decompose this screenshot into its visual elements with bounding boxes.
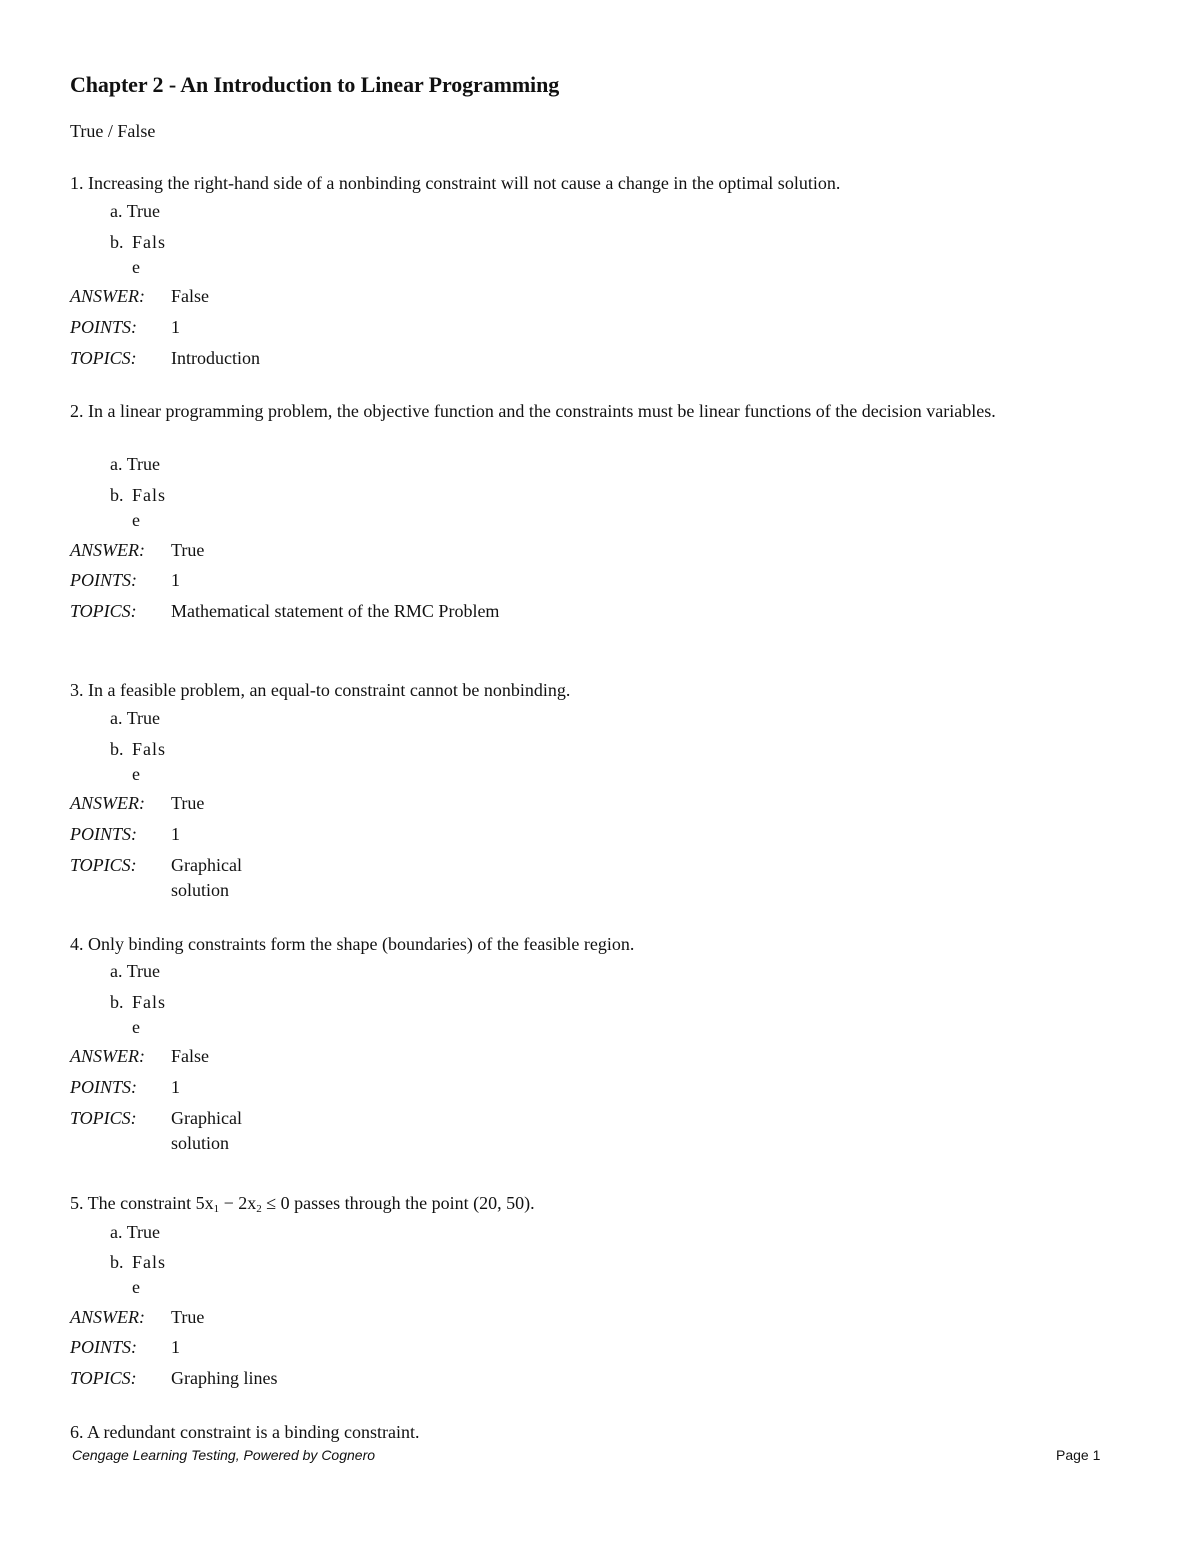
question-5-option-a[interactable]: [110, 1220, 160, 1244]
question-4-option-b[interactable]: [110, 990, 170, 1040]
topics-label: TOPICS:: [70, 855, 137, 875]
option-a-text: True: [126, 201, 161, 221]
question-1-option-a[interactable]: [110, 199, 160, 223]
footer-publisher: Cengage Learning Testing, Powered by Cognero: [72, 1447, 376, 1463]
answer-label: ANSWER:: [70, 540, 145, 560]
question-3-answer: True: [171, 793, 205, 813]
topics-label: TOPICS:: [70, 1368, 137, 1388]
page-title: Chapter 2 - An Introduction to Linear Programming: [70, 72, 560, 97]
option-a-letter: a.: [110, 1222, 123, 1242]
option-b-text: False: [132, 1252, 167, 1297]
question-4-topics: Graphical solution: [171, 1108, 242, 1153]
option-a-letter: a.: [110, 708, 123, 728]
option-a-text: True: [126, 1222, 161, 1242]
option-a-text: True: [126, 961, 161, 981]
option-a-letter: a.: [110, 454, 123, 474]
question-1-option-b[interactable]: [110, 230, 170, 280]
answer-label: ANSWER:: [70, 286, 145, 306]
answer-label: ANSWER:: [70, 793, 145, 813]
question-5-answer: True: [171, 1307, 205, 1327]
question-5-points: 1: [171, 1337, 180, 1357]
answer-label: ANSWER:: [70, 1046, 145, 1066]
option-b-letter: b.: [110, 485, 124, 505]
question-3-points: 1: [171, 824, 180, 844]
question-4-points: 1: [171, 1077, 180, 1097]
question-4-option-a[interactable]: [110, 959, 160, 983]
option-b-text: False: [132, 992, 167, 1037]
topics-label: TOPICS:: [70, 601, 137, 621]
question-3-topics: Graphical solution: [171, 855, 242, 900]
question-2-option-a[interactable]: [110, 452, 160, 476]
option-b-letter: b.: [110, 992, 124, 1012]
question-2-answer: True: [171, 540, 205, 560]
section-heading: True / False: [70, 121, 156, 141]
question-5-option-b[interactable]: [110, 1250, 170, 1300]
question-1-text: 1. Increasing the right-hand side of a nonbinding constraint will not cause a change in the optimal solution.: [70, 173, 841, 193]
points-label: POINTS:: [70, 824, 137, 844]
option-b-text: False: [132, 232, 167, 277]
topics-label: TOPICS:: [70, 1108, 137, 1128]
topics-label: TOPICS:: [70, 348, 137, 368]
question-1-topics: Introduction: [171, 348, 260, 368]
question-2-points: 1: [171, 570, 180, 590]
question-1-answer: False: [171, 286, 209, 306]
question-5-topics: Graphing lines: [171, 1368, 278, 1388]
points-label: POINTS:: [70, 1077, 137, 1097]
option-b-letter: b.: [110, 739, 124, 759]
question-3-option-b[interactable]: [110, 737, 170, 787]
option-b-letter: b.: [110, 232, 124, 252]
question-3-text: 3. In a feasible problem, an equal-to constraint cannot be nonbinding.: [70, 680, 571, 700]
option-a-letter: a.: [110, 201, 123, 221]
points-label: POINTS:: [70, 317, 137, 337]
answer-label: ANSWER:: [70, 1307, 145, 1327]
option-b-text: False: [132, 485, 167, 530]
question-4-text: 4. Only binding constraints form the shape (boundaries) of the feasible region.: [70, 934, 635, 954]
question-4-answer: False: [171, 1046, 209, 1066]
option-a-letter: a.: [110, 961, 123, 981]
points-label: POINTS:: [70, 570, 137, 590]
question-2-option-b[interactable]: [110, 483, 170, 533]
question-6-text: 6. A redundant constraint is a binding constraint.: [70, 1422, 420, 1442]
page-number: Page 1: [1056, 1447, 1101, 1463]
question-2-text: 2. In a linear programming problem, the objective function and the constraints must be linear functions of the decision variables.: [70, 401, 996, 421]
option-b-text: False: [132, 739, 167, 784]
question-3-option-a[interactable]: [110, 706, 160, 730]
question-5-text: 5. The constraint $5x_1 - 2x_2 \le 0$ passes through the point (20, 50).: [70, 1193, 535, 1215]
option-a-text: True: [126, 708, 161, 728]
option-b-letter: b.: [110, 1252, 124, 1272]
option-a-text: True: [126, 454, 161, 474]
question-2-topics: Mathematical statement of the RMC Problem: [171, 601, 500, 621]
question-1-points: 1: [171, 317, 180, 337]
points-label: POINTS:: [70, 1337, 137, 1357]
